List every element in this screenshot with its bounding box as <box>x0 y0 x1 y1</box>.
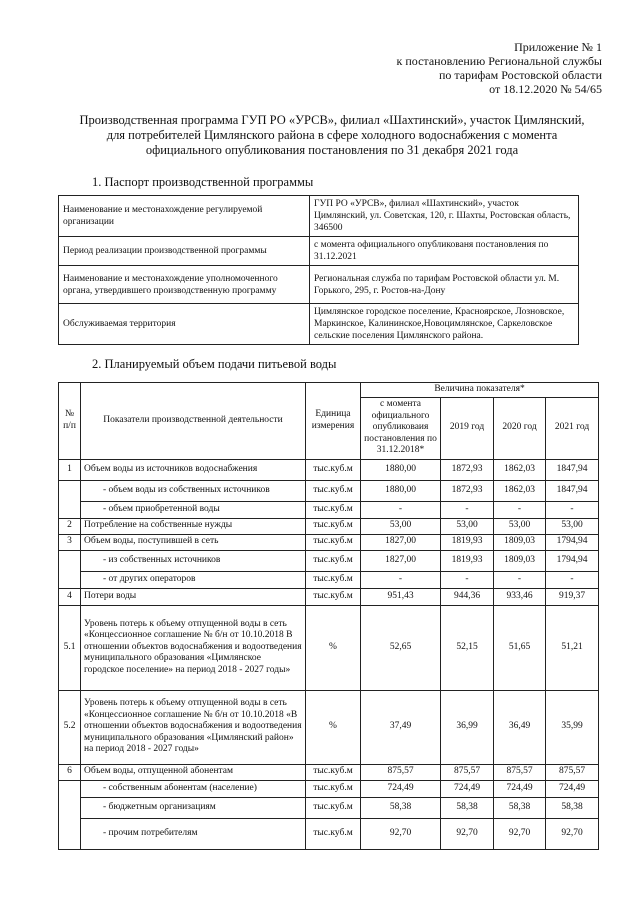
row-unit: тыс.куб.м <box>306 459 361 480</box>
row-value-period: 1880,00 <box>361 480 441 501</box>
table-header-row <box>59 383 599 398</box>
row-num <box>59 550 81 571</box>
passport-label: Наименование и местонахождение уполномоченного органа, утвердившего производственную программу <box>59 266 310 304</box>
water-volume-table <box>58 382 599 850</box>
row-unit: тыс.куб.м <box>306 818 361 849</box>
row-value-2021: 919,37 <box>546 588 599 605</box>
appendix-line-4: от 18.12.2020 № 54/65 <box>489 82 602 96</box>
row-value-2021: 35,99 <box>546 690 599 764</box>
row-value-2020: 1862,03 <box>494 459 546 480</box>
table-row <box>59 518 599 534</box>
row-num: 5.2 <box>59 690 81 764</box>
row-value-2019: 944,36 <box>441 588 494 605</box>
passport-value: с момента официального опубликованя постановления по 31.12.2021 <box>310 237 579 266</box>
row-value-2019: 1819,93 <box>441 534 494 550</box>
row-value-2019: - <box>441 571 494 588</box>
row-value-period: 37,49 <box>361 690 441 764</box>
row-num <box>59 501 81 518</box>
row-value-2020: 1809,03 <box>494 550 546 571</box>
document-title <box>62 113 602 158</box>
row-num: 2 <box>59 518 81 534</box>
row-value-2021: 92,70 <box>546 818 599 849</box>
row-value-2020: - <box>494 501 546 518</box>
header-2021: 2021 год <box>546 397 599 459</box>
passport-label: Наименование и местонахождение регулируемой организации <box>59 196 310 237</box>
title-line-3: официального опубликования постановления по 31 декабря 2021 года <box>145 143 519 157</box>
row-value-2020: 875,57 <box>494 764 546 780</box>
passport-row <box>59 304 579 345</box>
row-value-2019: 52,15 <box>441 605 494 690</box>
row-unit: % <box>306 605 361 690</box>
header-period: с момента официального опубликоваия постановления по 31.12.2018* <box>361 397 441 459</box>
passport-value: ГУП РО «УРСВ», филиал «Шахтинский», участок Цимлянский, ул. Советская, 120, г. Шахты, Ростовская область, 346500 <box>310 196 579 237</box>
row-value-2020: - <box>494 571 546 588</box>
row-value-period: 52,65 <box>361 605 441 690</box>
row-value-2019: 1819,93 <box>441 550 494 571</box>
row-value-period: 724,49 <box>361 780 441 797</box>
table-row <box>59 780 599 797</box>
table-row <box>59 459 599 480</box>
row-num <box>59 797 81 818</box>
header-num: № п/п <box>59 383 81 460</box>
table-row <box>59 764 599 780</box>
passport-row <box>59 237 579 266</box>
row-value-2021: 58,38 <box>546 797 599 818</box>
header-2020: 2020 год <box>494 397 546 459</box>
row-value-2021: 1847,94 <box>546 480 599 501</box>
row-indicator: Объем воды, отпущенной абонентам <box>81 764 306 780</box>
row-value-2020: 92,70 <box>494 818 546 849</box>
row-unit: % <box>306 690 361 764</box>
row-num <box>59 818 81 849</box>
row-indicator: - объем воды из собственных источников <box>81 480 306 501</box>
row-num: 4 <box>59 588 81 605</box>
row-value-period: 58,38 <box>361 797 441 818</box>
row-value-2020: 51,65 <box>494 605 546 690</box>
row-indicator: - объем приобретенной воды <box>81 501 306 518</box>
row-indicator: - собственным абонентам (население) <box>81 780 306 797</box>
row-unit: тыс.куб.м <box>306 480 361 501</box>
row-value-period: 1827,00 <box>361 550 441 571</box>
row-value-2021: 724,49 <box>546 780 599 797</box>
row-unit: тыс.куб.м <box>306 534 361 550</box>
row-value-2021: 1794,94 <box>546 550 599 571</box>
row-value-2021: 51,21 <box>546 605 599 690</box>
row-value-period: 1880,00 <box>361 459 441 480</box>
header-indicator: Показатели производственной деятельности <box>81 383 306 460</box>
table-row <box>59 605 599 690</box>
table-row <box>59 588 599 605</box>
row-value-2019: 53,00 <box>441 518 494 534</box>
row-value-period: 1827,00 <box>361 534 441 550</box>
row-unit: тыс.куб.м <box>306 571 361 588</box>
row-value-period: 951,43 <box>361 588 441 605</box>
section-1-title: 1. Паспорт производственной программы <box>92 175 314 189</box>
header-value-group: Величина показателя* <box>361 383 599 398</box>
table-row <box>59 550 599 571</box>
row-value-2021: 1794,94 <box>546 534 599 550</box>
row-value-2019: 58,38 <box>441 797 494 818</box>
row-indicator: Потери воды <box>81 588 306 605</box>
table-row <box>59 501 599 518</box>
table-row <box>59 818 599 849</box>
appendix-line-1: Приложение № 1 <box>514 40 602 54</box>
table-row <box>59 797 599 818</box>
row-indicator: Уровень потерь к объему отпущенной воды в сеть «Концессионное соглашение № б/н от 10.10.2018 «В отношении объектов водоснабжения и водоотведения муниципального образования «Цимлянский район» на период 2018 - 2027 годы» <box>81 690 306 764</box>
row-value-2019: 36,99 <box>441 690 494 764</box>
title-line-2: для потребителей Цимлянского района в сфере холодного водоснабжения с момента <box>106 128 558 142</box>
title-line-1: Производственная программа ГУП РО «УРСВ», филиал «Шахтинский», участок Цимлянский, <box>79 113 585 127</box>
row-indicator: Объем воды, поступившей в сеть <box>81 534 306 550</box>
row-value-2021: - <box>546 501 599 518</box>
row-unit: тыс.куб.м <box>306 797 361 818</box>
row-unit: тыс.куб.м <box>306 550 361 571</box>
passport-label: Период реализации производственной программы <box>59 237 310 266</box>
row-num <box>59 571 81 588</box>
row-value-2020: 933,46 <box>494 588 546 605</box>
row-unit: тыс.куб.м <box>306 588 361 605</box>
row-num <box>59 780 81 797</box>
row-indicator: Уровень потерь к объему отпущенной воды в сеть «Концессионное соглашение № б/н от 10.10.2018 В отношении объектов водоснабжения и водоотведения муниципального образования «Цимлянское городское поселение» на период 2018 - 2027 годы» <box>81 605 306 690</box>
row-value-2019: 875,57 <box>441 764 494 780</box>
row-value-2021: - <box>546 571 599 588</box>
table-row <box>59 480 599 501</box>
passport-value: Цимлянское городское поселение, Красноярское, Лозновское, Маркинское, Калининское,Новоцимлянское, Саркеловское сельские поселения Цимлянского района. <box>310 304 579 345</box>
row-value-2021: 53,00 <box>546 518 599 534</box>
row-value-2020: 1809,03 <box>494 534 546 550</box>
row-num: 1 <box>59 459 81 480</box>
section-2-title: 2. Планируемый объем подачи питьевой воды <box>92 357 337 371</box>
appendix-line-3: по тарифам Ростовской области <box>438 68 602 82</box>
row-value-period: 53,00 <box>361 518 441 534</box>
header-2019: 2019 год <box>441 397 494 459</box>
row-value-2020: 36,49 <box>494 690 546 764</box>
passport-table <box>58 195 579 345</box>
row-value-period: 875,57 <box>361 764 441 780</box>
appendix-header <box>397 40 602 96</box>
row-value-2020: 1862,03 <box>494 480 546 501</box>
passport-row <box>59 266 579 304</box>
row-unit: тыс.куб.м <box>306 764 361 780</box>
table-row <box>59 690 599 764</box>
row-value-2019: - <box>441 501 494 518</box>
row-value-2020: 724,49 <box>494 780 546 797</box>
row-unit: тыс.куб.м <box>306 780 361 797</box>
header-unit: Единица измерения <box>306 383 361 460</box>
row-value-2021: 875,57 <box>546 764 599 780</box>
row-value-period: - <box>361 501 441 518</box>
appendix-line-2: к постановлению Региональной службы <box>396 54 602 68</box>
row-value-period: - <box>361 571 441 588</box>
row-value-2019: 724,49 <box>441 780 494 797</box>
passport-value: Региональная служба по тарифам Ростовской области ул. М. Горького, 295, г. Ростов-на-Дону <box>310 266 579 304</box>
table-row <box>59 571 599 588</box>
row-value-period: 92,70 <box>361 818 441 849</box>
row-indicator: - из собственных источников <box>81 550 306 571</box>
passport-row <box>59 196 579 237</box>
row-indicator: Объем воды из источников водоснабжения <box>81 459 306 480</box>
row-value-2019: 92,70 <box>441 818 494 849</box>
row-value-2021: 1847,94 <box>546 459 599 480</box>
row-value-2019: 1872,93 <box>441 459 494 480</box>
passport-label: Обслуживаемая территория <box>59 304 310 345</box>
row-indicator: Потребление на собственные нужды <box>81 518 306 534</box>
row-value-2019: 1872,93 <box>441 480 494 501</box>
row-value-2020: 58,38 <box>494 797 546 818</box>
row-num: 3 <box>59 534 81 550</box>
table-row <box>59 534 599 550</box>
row-indicator: - бюджетным организациям <box>81 797 306 818</box>
row-indicator: - прочим потребителям <box>81 818 306 849</box>
row-num: 5.1 <box>59 605 81 690</box>
row-unit: тыс.куб.м <box>306 501 361 518</box>
row-num: 6 <box>59 764 81 780</box>
row-value-2020: 53,00 <box>494 518 546 534</box>
row-unit: тыс.куб.м <box>306 518 361 534</box>
row-num <box>59 480 81 501</box>
row-indicator: - от других операторов <box>81 571 306 588</box>
